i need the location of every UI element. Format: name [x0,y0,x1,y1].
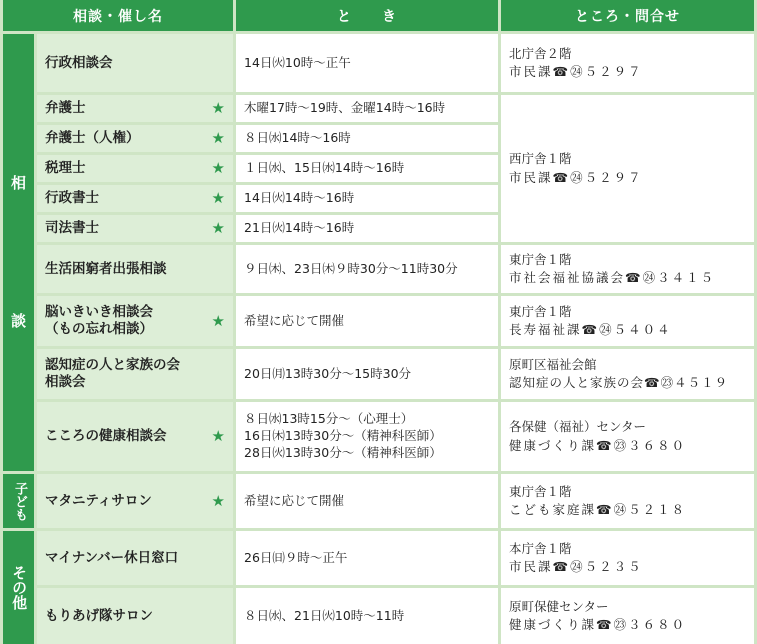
category-kids-label: 子ども [11,481,27,521]
event-row [37,349,233,399]
contact-line: 健康づくり課☎㉓３６８０ [509,437,687,453]
header-event-name: 相談・催し名 [3,0,233,31]
date-text: 20日㈪13時30分～15時30分 [244,365,412,381]
place-line: 原町区福祉会館 [509,356,597,372]
date-text: 14日㈫14時～16時 [244,190,355,206]
date-text: 希望に応じて開催 [244,312,345,328]
event-row [37,34,233,92]
event-name: 生活困窮者出張相談 [45,260,167,277]
date-text: １日㈬、15日㈬14時～16時 [244,160,405,176]
event-name: 行政相談会 [45,54,113,71]
event-name: 税理士 [45,160,86,177]
event-date [236,215,498,242]
event-row [37,215,233,242]
event-date [236,245,498,293]
event-place [501,296,754,346]
event-name: 弁護士（人権） [45,130,140,147]
star-icon: ★ [211,219,225,238]
event-name: 認知症の人と家族の会 相談会 [45,357,180,390]
header-place: ところ・問合せ [501,0,754,31]
event-row [37,531,233,585]
event-place [501,349,754,399]
star-icon: ★ [211,427,225,446]
event-place [501,245,754,293]
contact-line: 市民課☎㉔５２９７ [509,64,643,79]
event-name: マタニティサロン [45,492,152,509]
event-row [37,95,233,122]
event-row [37,125,233,152]
star-icon: ★ [211,311,225,330]
event-date [236,125,498,152]
event-date [236,95,498,122]
category-other-label: その他 [10,565,29,610]
event-place [501,34,754,92]
place-line: 北庁舎２階 [509,45,572,61]
date-text: ９日㈭、23日㈭９時30分～11時30分 [244,260,458,276]
event-place [501,402,754,471]
contact-line: 市民課☎㉔５２３５ [509,559,643,574]
event-name: こころの健康相談会 [45,428,167,445]
event-date [236,588,498,644]
place-line: 原町保健センター [509,598,609,614]
contact-line: 市社会福祉協議会☎㉔３４１５ [509,270,716,285]
date-text: 28日㈫13時30分～（精神科医師） [244,444,442,460]
star-icon: ★ [211,491,225,510]
event-date [236,531,498,585]
event-name: 行政書士 [45,190,99,207]
contact-line: 健康づくり課☎㉓３６８０ [509,617,687,632]
category-kids [3,474,34,528]
date-text: 希望に応じて開催 [244,492,345,508]
category-consultation-label: 相 談 [10,173,26,330]
contact-line: 長寿福祉課☎㉔５４０４ [509,322,672,337]
event-date [236,402,498,471]
date-text: ８日㈬14時～16時 [244,130,351,146]
event-name: マイナンバー休日窓口 [45,549,179,566]
event-row [37,245,233,293]
star-icon: ★ [211,159,225,178]
event-place [501,474,754,528]
event-place [501,531,754,585]
event-row [37,155,233,182]
event-row [37,296,233,346]
place-line: 東庁舎１階 [509,483,572,499]
contact-line: 認知症の人と家族の会☎㉓４５１９ [509,375,729,390]
date-text: ８日㈬、21日㈫10時～11時 [244,607,405,623]
event-name: もりあげ隊サロン [45,607,153,624]
event-row [37,185,233,212]
place-line: 本庁舎１階 [509,540,572,556]
place-line: 東庁舎１階 [509,251,572,267]
event-date [236,34,498,92]
category-other [3,531,34,644]
place-line: 各保健（福祉）センター [509,419,647,435]
event-row [37,474,233,528]
date-text: 26日㈰９時～正午 [244,549,348,565]
event-date [236,185,498,212]
contact-line: こども家庭課☎㉔５２１８ [509,502,687,517]
date-text: 16日㈭13時30分～（精神科医師） [244,428,442,444]
event-date [236,155,498,182]
event-place [501,95,754,242]
star-icon: ★ [211,99,225,118]
event-name: 司法書士 [45,220,99,237]
event-row [37,402,233,471]
date-text: ８日㈬13時15分～（心理士） [244,411,414,427]
event-date [236,474,498,528]
event-name: 弁護士 [45,100,86,117]
contact-line: 市民課☎㉔５２９７ [509,169,643,185]
event-date [236,349,498,399]
category-consultation [3,34,34,471]
event-date [236,296,498,346]
date-text: 14日㈫10時～正午 [244,54,351,70]
date-text: 21日㈫14時～16時 [244,220,355,236]
place-line: 東庁舎１階 [509,303,572,319]
star-icon: ★ [211,189,225,208]
event-row [37,588,233,644]
event-name: 脳いきいき相談会 （もの忘れ相談） [45,304,153,337]
header-date: と き [236,0,498,31]
event-place [501,588,754,644]
place-line: 西庁舎１階 [509,151,572,167]
date-text: 木曜17時～19時、金曜14時～16時 [244,100,446,116]
star-icon: ★ [211,129,225,148]
